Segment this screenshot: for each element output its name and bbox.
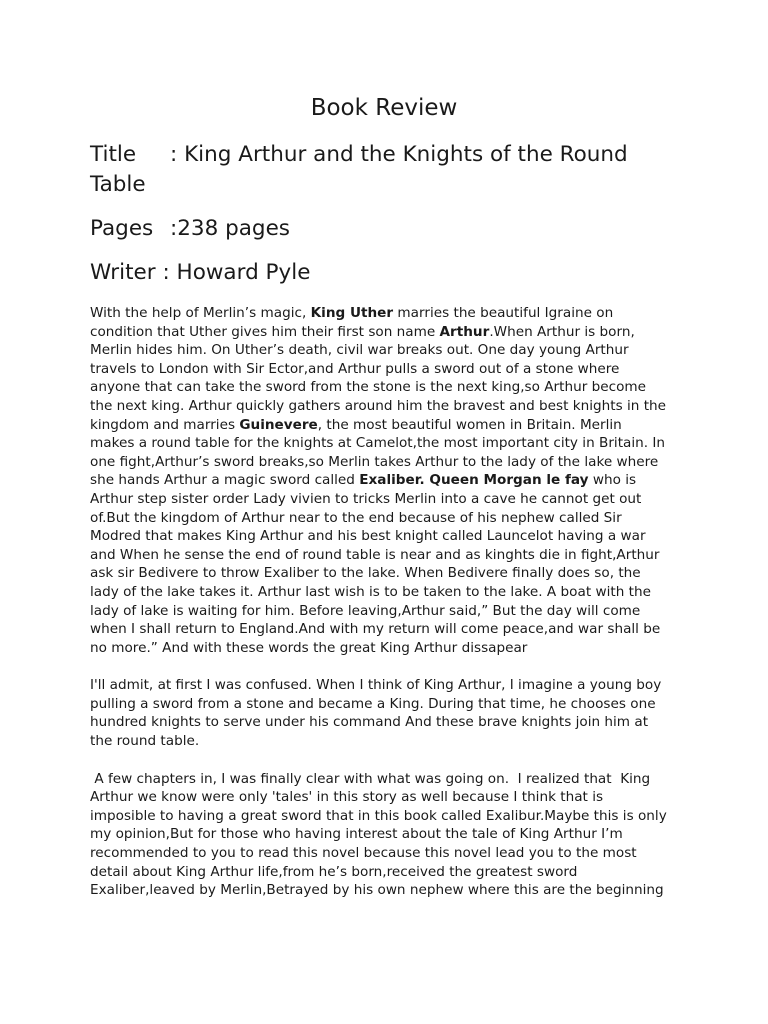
- writer-row: [90, 258, 678, 288]
- book-title-row: [90, 140, 678, 200]
- recommendation-paragraph: [90, 770, 678, 900]
- title-label: Title: [90, 142, 137, 167]
- text-run: kingdom and marries: [90, 416, 240, 433]
- title-separator: :: [170, 142, 185, 167]
- title-value-line2: Table: [90, 172, 146, 197]
- name-arthur: Arthur: [439, 323, 490, 340]
- text-line: and When he sense the end of round table is near and as kinghts die in fight,Arthur: [90, 546, 660, 563]
- text-line: my opinion,But for those who having interest about the tale of King Arthur I’m: [90, 826, 623, 843]
- text-line: lady of the lake takes it. Arthur last wish is to be taken to the lake. A boat with the: [90, 583, 651, 600]
- text-line: detail about King Arthur life,from he’s born,received the greatest sword: [90, 863, 578, 880]
- text-line: anyone that can take the sword from the stone is the next king,so Arthur become: [90, 379, 646, 396]
- pages-row: [90, 214, 678, 244]
- text-line: lady of lake is waiting for him. Before leaving,Arthur said,” But the day will come: [90, 602, 641, 619]
- text-line: one fight,Arthur’s sword breaks,so Merlin takes Arthur to the lady of the lake where: [90, 453, 659, 470]
- title-value-line1: King Arthur and the Knights of the Round: [184, 142, 628, 167]
- text-run: With the help of Merlin’s magic,: [90, 305, 311, 321]
- text-line: ask sir Bedivere to throw Exaliber to the lake. When Bedivere finally does so, the: [90, 565, 641, 582]
- text-line: the round table.: [90, 733, 200, 750]
- name-guinevere: Guinevere: [239, 416, 318, 433]
- opinion-paragraph: [90, 676, 678, 750]
- text-run: marries the beautiful Igraine on: [393, 305, 614, 321]
- text-line: when I shall return to England.And with my return will come peace,and war shall be: [90, 621, 661, 638]
- text-line: recommended to you to read this novel because this novel lead you to the most: [90, 845, 637, 862]
- document-heading: Book Review: [310, 95, 458, 121]
- text-line: hundred knights to serve under his command And these brave knights join him at: [90, 714, 649, 731]
- pages-label: Pages: [90, 216, 154, 241]
- writer-value: : Howard Pyle: [162, 260, 311, 285]
- text-line: A few chapters in, I was finally clear with what was going on. I realized that King: [90, 770, 651, 787]
- text-run: who is: [588, 472, 637, 489]
- name-exaliber-morgan: Exaliber. Queen Morgan le fay: [359, 472, 589, 489]
- text-line: makes a round table for the knights at Camelot,the most important city in Britain. In: [90, 435, 666, 452]
- text-line: Arthur step sister order Lady vivien to tricks Merlin into a cave he cannot get out: [90, 490, 642, 507]
- text-line: travels to London with Sir Ector,and Arthur pulls a sword out of a stone where: [90, 360, 620, 377]
- pages-value: :238 pages: [170, 216, 291, 241]
- text-run: , the most beautiful women in Britain. Merlin: [317, 416, 622, 433]
- text-line: I'll admit, at first I was confused. When I think of King Arthur, I imagine a young boy: [90, 677, 662, 694]
- text-line: of.But the kingdom of Arthur near to the end because of his nephew called Sir: [90, 509, 622, 526]
- name-king-uther: King Uther: [310, 305, 394, 321]
- text-line: the next king. Arthur quickly gathers around him the bravest and best knights in the: [90, 397, 667, 414]
- writer-label: Writer: [90, 260, 156, 285]
- text-line: pulling a sword from a stone and became a King. During that time, he chooses one: [90, 695, 656, 712]
- text-line: Arthur we know were only 'tales' in this story as well because I think that is: [90, 789, 604, 806]
- text-line: imposible to having a great sword that in this book called Exalibur.Maybe this is only: [90, 807, 667, 824]
- text-run: condition that Uther gives him their first son name: [90, 323, 440, 340]
- summary-paragraph: [90, 304, 678, 657]
- text-line: Exaliber,leaved by Merlin,Betrayed by his own nephew where this are the beginning: [90, 882, 664, 899]
- text-run: .When Arthur is born,: [489, 323, 635, 340]
- text-line: Modred that makes King Arthur and his best knight called Launcelot having a war: [90, 528, 646, 545]
- text-run: she hands Arthur a magic sword called: [90, 472, 360, 489]
- text-line: Merlin hides him. On Uther’s death, civil war breaks out. One day young Arthur: [90, 342, 629, 359]
- text-line: no more.” And with these words the great King Arthur dissapear: [90, 639, 528, 656]
